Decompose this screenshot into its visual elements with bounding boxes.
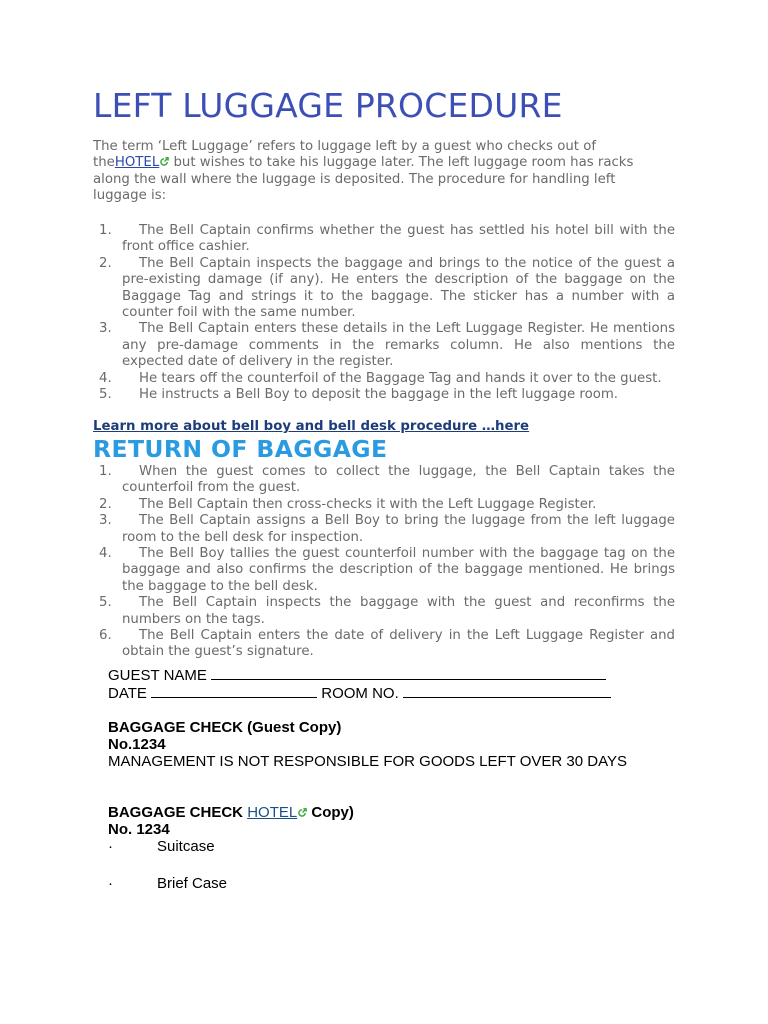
list-item-text: The Bell Captain inspects the baggage and brings to the notice of the guest a pre-existing damage (if any). He enters the description of the baggage on the Baggage Tag and strings it to the baggage. The sticker has a number with a counter foil with the same number. bbox=[122, 255, 675, 321]
hotel-link[interactable]: HOTEL bbox=[114, 155, 160, 171]
external-link-icon bbox=[298, 804, 307, 813]
return-of-baggage-heading: RETURN OF BAGGAGE bbox=[93, 435, 388, 463]
learn-more-link[interactable]: Learn more about bell boy and bell desk procedure …here bbox=[93, 419, 530, 434]
hotel-copy-prefix: BAGGAGE CHECK bbox=[108, 804, 248, 821]
item-label: Suitcase bbox=[157, 838, 215, 855]
guest-name-row bbox=[108, 666, 708, 684]
list-item-number: 3. bbox=[99, 321, 112, 337]
list-item bbox=[93, 223, 675, 256]
list-item-number: 3. bbox=[99, 513, 112, 529]
guest-copy-number: No.1234 bbox=[108, 736, 166, 753]
list-item bbox=[93, 595, 675, 628]
room-label: ROOM NO. bbox=[321, 685, 399, 702]
bullet: · bbox=[108, 875, 113, 892]
list-item bbox=[93, 513, 675, 546]
hotel-copy-number: No. 1234 bbox=[108, 821, 170, 838]
list-item bbox=[93, 321, 675, 370]
external-link-icon bbox=[160, 155, 169, 164]
list-item bbox=[93, 256, 675, 322]
list-item-number: 6. bbox=[99, 628, 112, 644]
hotel-copy-link[interactable]: HOTEL bbox=[247, 804, 298, 821]
baggage-form bbox=[108, 666, 708, 892]
return-steps bbox=[93, 464, 675, 661]
item-suitcase bbox=[108, 838, 708, 855]
list-item bbox=[93, 497, 675, 513]
list-item-text: The Bell Captain then cross-checks it with the Left Luggage Register. bbox=[139, 496, 597, 512]
room-blank bbox=[403, 684, 611, 698]
hotel-copy-title bbox=[108, 804, 708, 821]
list-item-number: 5. bbox=[99, 595, 112, 611]
hotel-copy-suffix: Copy) bbox=[307, 804, 354, 821]
list-item-text: He tears off the counterfoil of the Baggage Tag and hands it over to the guest. bbox=[139, 370, 662, 386]
list-item-text: The Bell Boy tallies the guest counterfoil number with the baggage tag on the baggage and also confirms the description of the baggage mentioned. He brings the baggage to the bell desk. bbox=[122, 546, 675, 594]
list-item-text: When the guest comes to collect the luggage, the Bell Captain takes the counterfoil from the guest. bbox=[122, 464, 675, 496]
page-title: LEFT LUGGAGE PROCEDURE bbox=[93, 86, 563, 125]
list-item-number: 1. bbox=[99, 223, 112, 238]
list-item bbox=[93, 628, 675, 661]
intro-paragraph bbox=[93, 139, 655, 205]
list-item-number: 2. bbox=[99, 255, 112, 271]
item-brief-case bbox=[108, 875, 708, 892]
list-item bbox=[93, 464, 675, 497]
bullet: · bbox=[108, 838, 113, 855]
date-room-row bbox=[108, 684, 708, 702]
left-luggage-steps bbox=[93, 223, 675, 403]
list-item-number: 4. bbox=[99, 370, 112, 386]
list-item-text: The Bell Captain confirms whether the guest has settled his hotel bill with the front office cashier. bbox=[122, 223, 675, 255]
guest-name-blank bbox=[211, 666, 606, 680]
list-item-text: The Bell Captain assigns a Bell Boy to bring the luggage from the left luggage room to the bell desk for inspection. bbox=[122, 513, 675, 545]
list-item-number: 4. bbox=[99, 546, 112, 562]
intro-text-part2: but wishes to take his luggage later. The left luggage room has racks along the wall where the luggage is deposited. The procedure for handling left luggage is: bbox=[93, 155, 634, 204]
list-item-number: 5. bbox=[99, 387, 112, 403]
list-item bbox=[93, 371, 675, 387]
date-label: DATE bbox=[108, 685, 147, 702]
list-item bbox=[93, 546, 675, 595]
guest-copy-title: BAGGAGE CHECK (Guest Copy) bbox=[108, 719, 342, 736]
disclaimer: MANAGEMENT IS NOT RESPONSIBLE FOR GOODS LEFT OVER 30 DAYS bbox=[108, 753, 628, 770]
list-item bbox=[93, 387, 675, 403]
list-item-text: He instructs a Bell Boy to deposit the baggage in the left luggage room. bbox=[139, 387, 619, 403]
date-blank bbox=[151, 684, 317, 698]
list-item-text: The Bell Captain enters these details in the Left Luggage Register. He mentions any pre-damage comments in the remarks column. He also mentions the expected date of delivery in the register. bbox=[122, 321, 675, 370]
intro-text-part1: The term ‘Left Luggage’ refers to luggage left by a guest who checks out of the bbox=[93, 139, 597, 171]
list-item-text: The Bell Captain enters the date of delivery in the Left Luggage Register and obtain the guest’s signature. bbox=[122, 628, 675, 660]
guest-name-label: GUEST NAME bbox=[108, 667, 207, 684]
list-item-number: 2. bbox=[99, 496, 112, 512]
item-label: Brief Case bbox=[157, 875, 228, 892]
list-item-number: 1. bbox=[99, 464, 112, 479]
list-item-text: The Bell Captain inspects the baggage with the guest and reconfirms the numbers on the tags. bbox=[122, 595, 675, 627]
